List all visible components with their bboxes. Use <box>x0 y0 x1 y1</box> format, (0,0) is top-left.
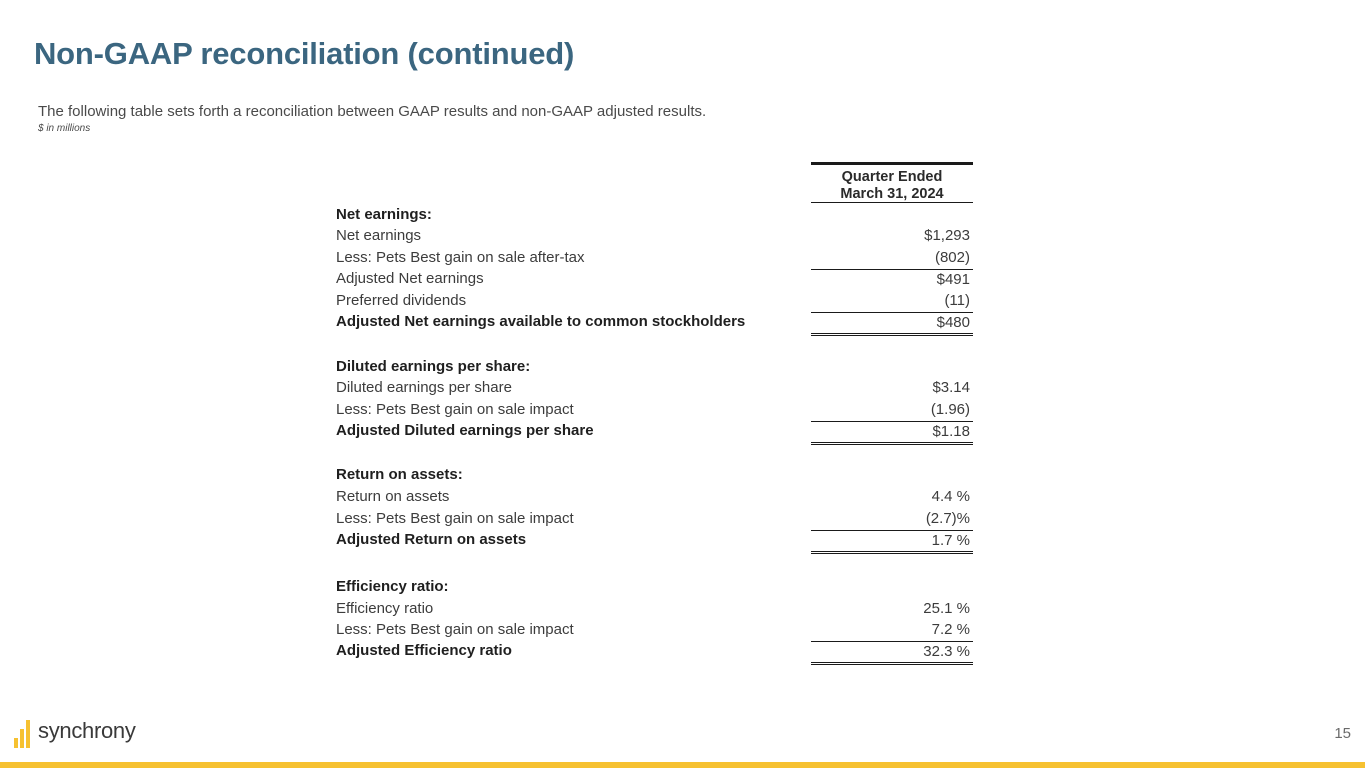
row-label: Net earnings <box>336 227 422 244</box>
footer-accent-bar <box>0 762 1365 768</box>
row-label: Adjusted Return on assets <box>336 531 527 548</box>
column-header-line2: March 31, 2024 <box>840 186 944 202</box>
table-row <box>336 226 973 246</box>
row-label: Less: Pets Best gain on sale impact <box>336 510 574 527</box>
row-label: Adjusted Net earnings available to common stockholders <box>336 313 746 330</box>
row-value: 4.4 % <box>931 488 970 505</box>
row-label: Adjusted Diluted earnings per share <box>336 422 594 439</box>
column-header <box>811 162 973 203</box>
row-label: Diluted earnings per share <box>336 379 512 396</box>
table-row <box>336 291 973 311</box>
table-row <box>336 509 973 529</box>
row-label: Adjusted Net earnings <box>336 270 484 287</box>
row-value: (1.96) <box>930 401 970 418</box>
section-heading-roa: Return on assets: <box>336 466 463 483</box>
row-value: 7.2 % <box>931 621 970 638</box>
table-row-total <box>336 421 973 441</box>
row-value: $1,293 <box>924 227 970 244</box>
section-heading-net-earnings: Net earnings: <box>336 206 432 223</box>
row-value: $3.14 <box>932 379 970 396</box>
row-value: (11) <box>944 292 970 309</box>
table-row <box>336 487 973 507</box>
table-row <box>336 620 973 640</box>
table-row <box>336 599 973 619</box>
logo-wordmark: synchrony <box>38 718 136 743</box>
section-heading-diluted-eps: Diluted earnings per share: <box>336 358 531 375</box>
row-label: Less: Pets Best gain on sale after-tax <box>336 249 585 266</box>
row-label: Adjusted Efficiency ratio <box>336 642 512 659</box>
table-row-total <box>336 312 973 332</box>
column-header-line1: Quarter Ended <box>841 169 943 185</box>
row-value: 32.3 % <box>811 641 973 665</box>
row-label: Preferred dividends <box>336 292 467 309</box>
page-subtitle: The following table sets forth a reconciliation between GAAP results and non-GAAP adjusted results. <box>38 103 707 120</box>
row-value: 25.1 % <box>923 600 970 617</box>
table-row-total <box>336 530 973 550</box>
row-value: $491 <box>811 269 973 289</box>
page-title: Non-GAAP reconciliation (continued) <box>34 36 575 71</box>
table-row <box>336 248 973 268</box>
row-value: (802) <box>934 249 970 266</box>
unit-note: $ in millions <box>38 123 91 134</box>
row-value: 1.7 % <box>811 530 973 554</box>
synchrony-logo <box>14 718 144 746</box>
page-number: 15 <box>1334 725 1351 742</box>
row-label: Efficiency ratio <box>336 600 434 617</box>
row-label: Less: Pets Best gain on sale impact <box>336 621 574 638</box>
table-row <box>336 269 973 289</box>
row-value: $480 <box>811 312 973 336</box>
table-row <box>336 378 973 398</box>
section-heading-efficiency: Efficiency ratio: <box>336 578 449 595</box>
table-row <box>336 400 973 420</box>
row-value: (2.7)% <box>925 510 970 527</box>
row-value: $1.18 <box>811 421 973 445</box>
row-label: Return on assets <box>336 488 450 505</box>
table-row-total <box>336 641 973 661</box>
row-label: Less: Pets Best gain on sale impact <box>336 401 574 418</box>
